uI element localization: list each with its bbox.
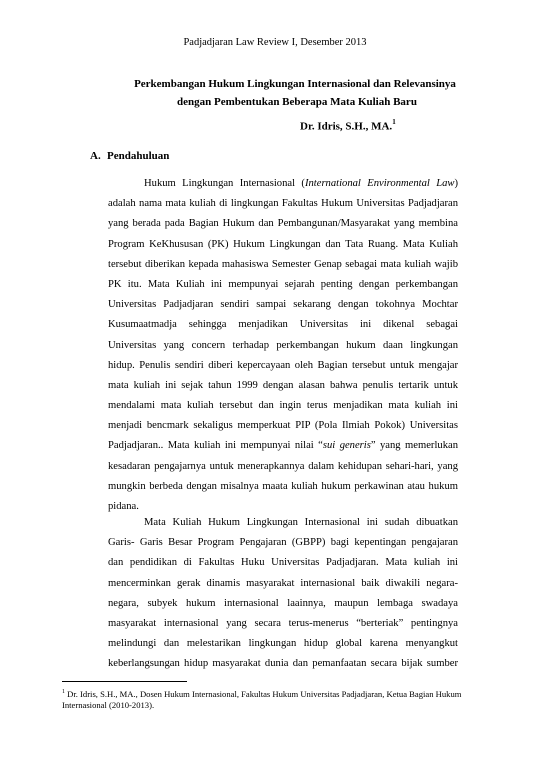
section-heading: [90, 150, 169, 162]
paragraph-line: dan pendidikan di Fakultas Huku Universitas Padjadjaran. Mata kuliah ini: [108, 557, 458, 569]
paragraph-line: keberlangsungan hidup masyarakat dunia dan pemanfaatan secara bijak sumber: [108, 658, 458, 670]
paragraph-line: Program KeKhususan (PK) Hukum Lingkungan dan Tata Ruang. Mata Kuliah: [108, 238, 458, 250]
section-title: Pendahuluan: [107, 150, 170, 162]
paragraph-line: mata kuliah ini sejak tahun 1999 dengan alasan bahwa penulis tertarik untuk: [108, 379, 458, 391]
footnote-mark: 1: [62, 689, 65, 695]
title-line-2: dengan Pembentukan Beberapa Mata Kuliah Baru: [177, 96, 417, 108]
running-head: Padjadjaran Law Review I, Desember 2013: [183, 37, 367, 48]
paragraph-line: pidana.: [108, 501, 139, 512]
paragraph-line: mungkin berbeda dengan misalnya maata kuliah hukum perkawinan atau hukum: [108, 480, 458, 492]
paragraph-2: [108, 513, 458, 675]
paragraph-line: Kusumaatmadja sehingga menjadikan Universitas ini dikenal sebagai: [108, 319, 458, 331]
paragraph-line: mencerminkan gerak dinamis masyarakat internasional baik diwakili negara-: [108, 577, 458, 589]
paragraph-line: kesadaran pengajarnya untuk menerapkannya dalam kehidupan sehari-hari, yang: [108, 460, 458, 472]
author-line: [300, 119, 396, 133]
author-footnote-mark[interactable]: 1: [392, 118, 396, 126]
paragraph-line: tersebut diberikan kepada mahasiswa Semester Genap sebagai mata kuliah wajib: [108, 258, 458, 270]
footnote-text: Dr. Idris, S.H., MA., Dosen Hukum Internasional, Fakultas Hukum Universitas Padjadjaran, Ketua Bagian Hukum Internasional (2010-2013).: [62, 688, 462, 710]
paragraph-line: yang berada pada Bagian Hukum dan Pembangunan/Masyarakat yang membina: [108, 218, 458, 230]
author-name: Dr. Idris, S.H., MA.: [300, 120, 393, 133]
paragraph-line: adalah nama mata kuliah di lingkungan Fakultas Hukum Universitas Padjadjaran: [108, 198, 458, 210]
paragraph-line: negara, subyek hukum internasional laainnya, maupun lembaga swadaya: [108, 597, 458, 609]
text-run: Padjadjaran.. Mata kuliah ini mempunyai nilai “: [108, 440, 323, 452]
paragraph-line: [108, 436, 458, 456]
paragraph-line: hidup. Penulis sendiri diberi kepercayaan oleh Bagian tersebut untuk mengajar: [108, 359, 458, 371]
paragraph-line: Universitas Padjadjaran sendiri sampai sekarang dengan tokohnya Mochtar: [108, 299, 458, 311]
italic-term: International Environmental Law: [304, 178, 455, 189]
paragraph-line: Mata Kuliah Hukum Lingkungan Internasional ini sudah dibuatkan: [144, 517, 458, 528]
paragraph-line: [108, 174, 458, 194]
text-run: Hukum Lingkungan Internasional (: [144, 178, 305, 189]
paragraph-line: PK itu. Mata Kuliah ini mempunyai sejarah penting dengan perkembangan: [108, 278, 458, 290]
paragraph-line: menjadi bencmark sekaligus memperkuat PIP (Pola Ilmiah Pokok) Universitas: [108, 420, 458, 432]
footnote-divider: [62, 681, 187, 682]
paragraph-line: melindungi dan melestarikan lingkungan hidup global karena menyangkut: [108, 638, 458, 650]
footnote: [62, 687, 492, 711]
paragraph-line: mendalami mata kuliah tersebut dan ingin terus menjadikan mata kuliah ini: [108, 400, 458, 412]
section-number: A.: [90, 150, 101, 162]
italic-term: sui generis: [322, 440, 371, 452]
paragraph-line: Garis- Garis Besar Program Pengajaran (GBPP) bagi kepentingan pengajaran: [108, 537, 458, 549]
text-run: ” yang memerlukan: [370, 440, 458, 452]
paragraph-line: masyarakat internasional yang secara terus-menerus “berteriak” pentingnya: [108, 617, 458, 629]
text-run: ): [454, 178, 458, 189]
paragraph-line: Universitas yang concern terhadap perkembangan hukum daan lingkungan: [108, 339, 458, 351]
paper-title: [105, 75, 485, 111]
title-line-1: Perkembangan Hukum Lingkungan Internasional dan Relevansinya: [134, 78, 456, 90]
paragraph-1: [108, 174, 458, 517]
